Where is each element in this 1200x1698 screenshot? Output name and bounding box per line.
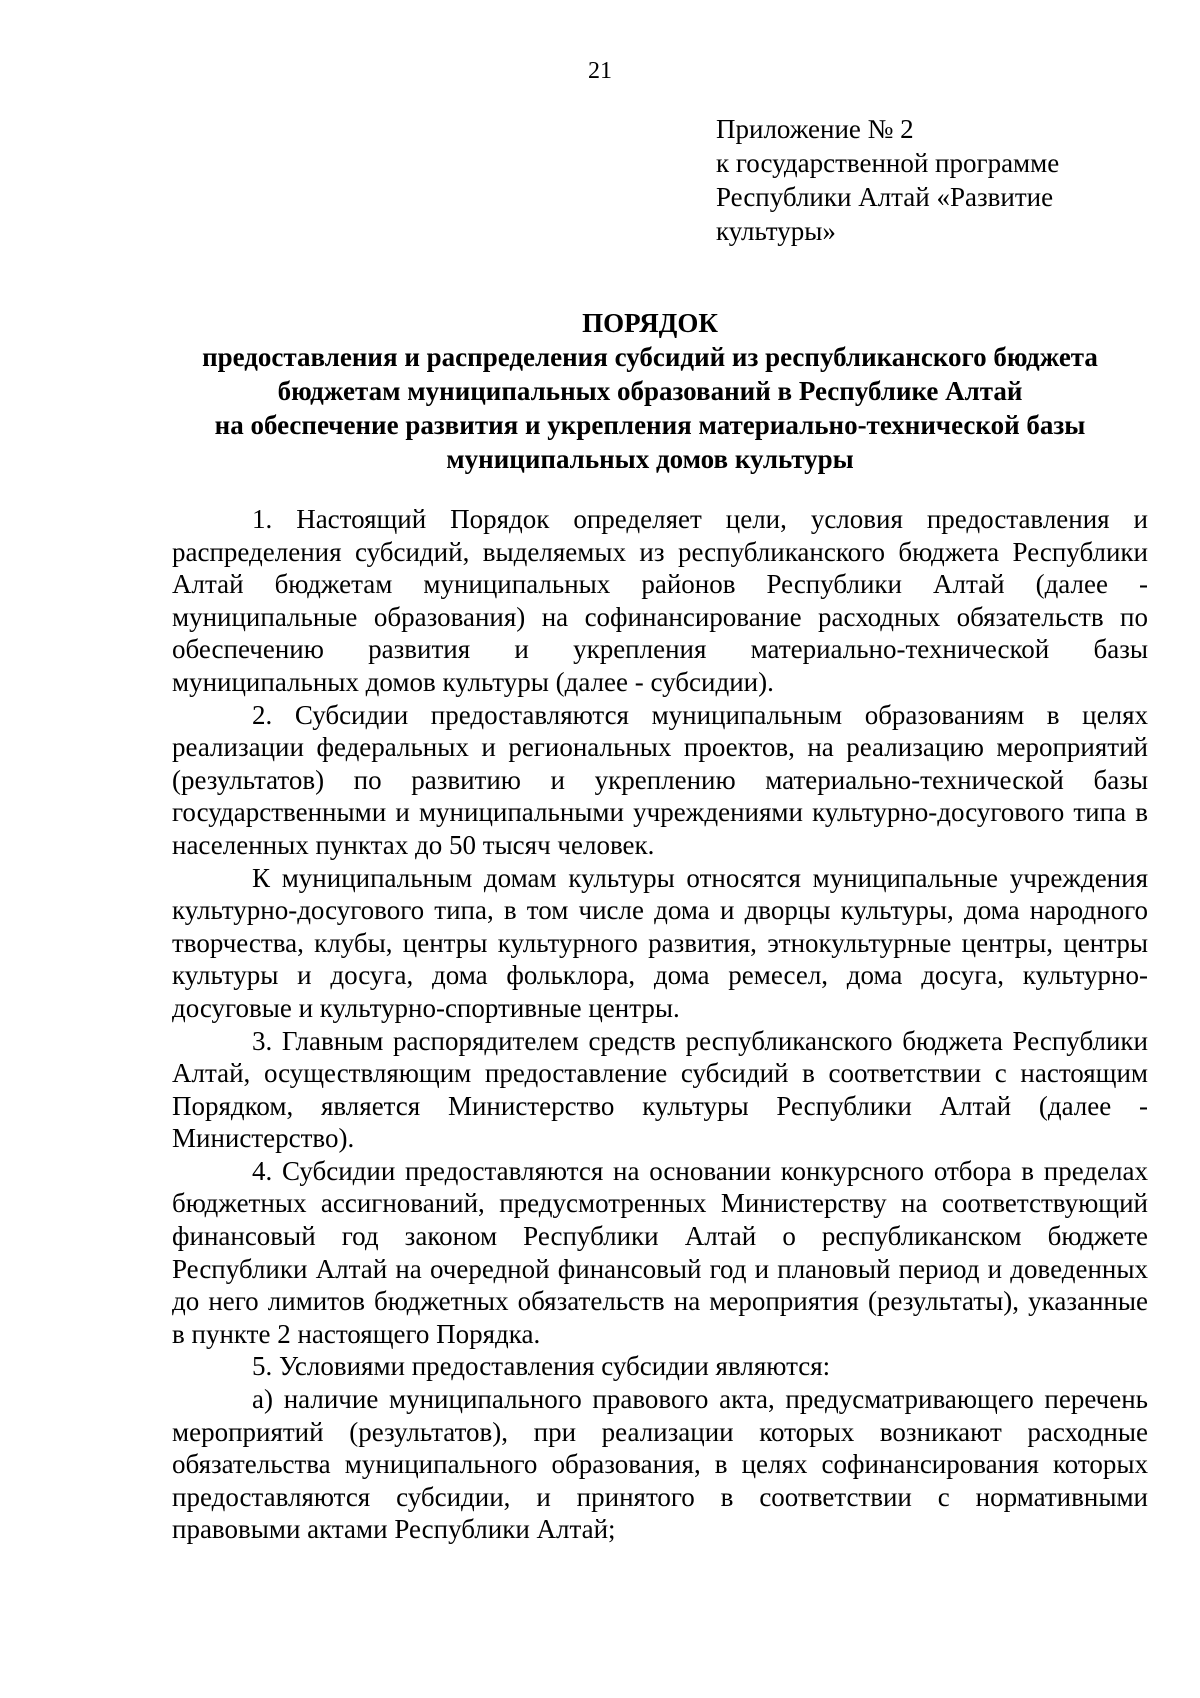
title-line: бюджетам муниципальных образований в Республике Алтай [277, 376, 1023, 406]
page-number: 21 [588, 58, 612, 84]
paragraph-2-houses-of-culture: К муниципальным домам культуры относятся муниципальные учреждения культурно-досугового типа, в том числе дома и дворцы культуры, дома народного творчества, клубы, центры культурного развития, этнокультурные центры, центры культуры и досуга, дома фольклора, дома ремесел, дома досуга, культурно-досуговые и культурно-спортивные центры. [172, 862, 1148, 1023]
paragraph-1: 1. Настоящий Порядок определяет цели, условия предоставления и распределения субсидий, выделяемых из республиканского бюджета Республики Алтай бюджетам муниципальных районов Республики Алтай (далее - муниципальные образования) на софинансирование расходных обязательств по обеспечению развития и укрепления материально-технической базы муниципальных домов культуры (далее - субсидии). [172, 504, 1148, 697]
paragraph-5: 5. Условиями предоставления субсидии являются: [252, 1351, 831, 1382]
paragraph-3: 3. Главным распорядителем средств республиканского бюджета Республики Алтай, осуществляющим предоставление субсидий в соответствии с настоящим Порядком, является Министерство культуры Республики Алтай (далее - Министерство). [172, 1025, 1148, 1154]
title-heading: ПОРЯДОК [582, 308, 718, 338]
document-body [172, 503, 1148, 1546]
appendix-line: культуры» [716, 216, 836, 246]
appendix-reference [716, 112, 1156, 248]
appendix-line: Республики Алтай «Развитие [716, 182, 1054, 212]
title-line: предоставления и распределения субсидий из республиканского бюджета [202, 342, 1098, 372]
document-title [150, 306, 1150, 476]
paragraph-5a: а) наличие муниципального правового акта, предусматривающего перечень мероприятий (результатов), при реализации которых возникают расходные обязательства муниципального образования, в целях софинансирования которых предоставляются субсидии, и принятого в соответствии с нормативными правовыми актами Республики Алтай; [172, 1384, 1148, 1545]
appendix-line: к государственной программе [716, 148, 1060, 178]
paragraph-4: 4. Субсидии предоставляются на основании конкурсного отбора в пределах бюджетных ассигнований, предусмотренных Министерству на соответствующий финансовый год законом Республики Алтай о республиканском бюджете Республики Алтай на очередной финансовый год и плановый период и доведенных до него лимитов бюджетных обязательств на мероприятия (результаты), указанные в пункте 2 настоящего Порядка. [172, 1155, 1148, 1349]
paragraph-2: 2. Субсидии предоставляются муниципальным образованиям в целях реализации федеральных и региональных проектов, на реализацию мероприятий (результатов) по развитию и укреплению материально-технической базы государственными и муниципальными учреждениями культурно-досугового типа в населенных пунктах до 50 тысяч человек. [172, 699, 1148, 860]
title-line: муниципальных домов культуры [446, 444, 854, 474]
appendix-line: Приложение № 2 [716, 114, 914, 144]
title-line: на обеспечение развития и укрепления материально-технической базы [214, 410, 1086, 440]
